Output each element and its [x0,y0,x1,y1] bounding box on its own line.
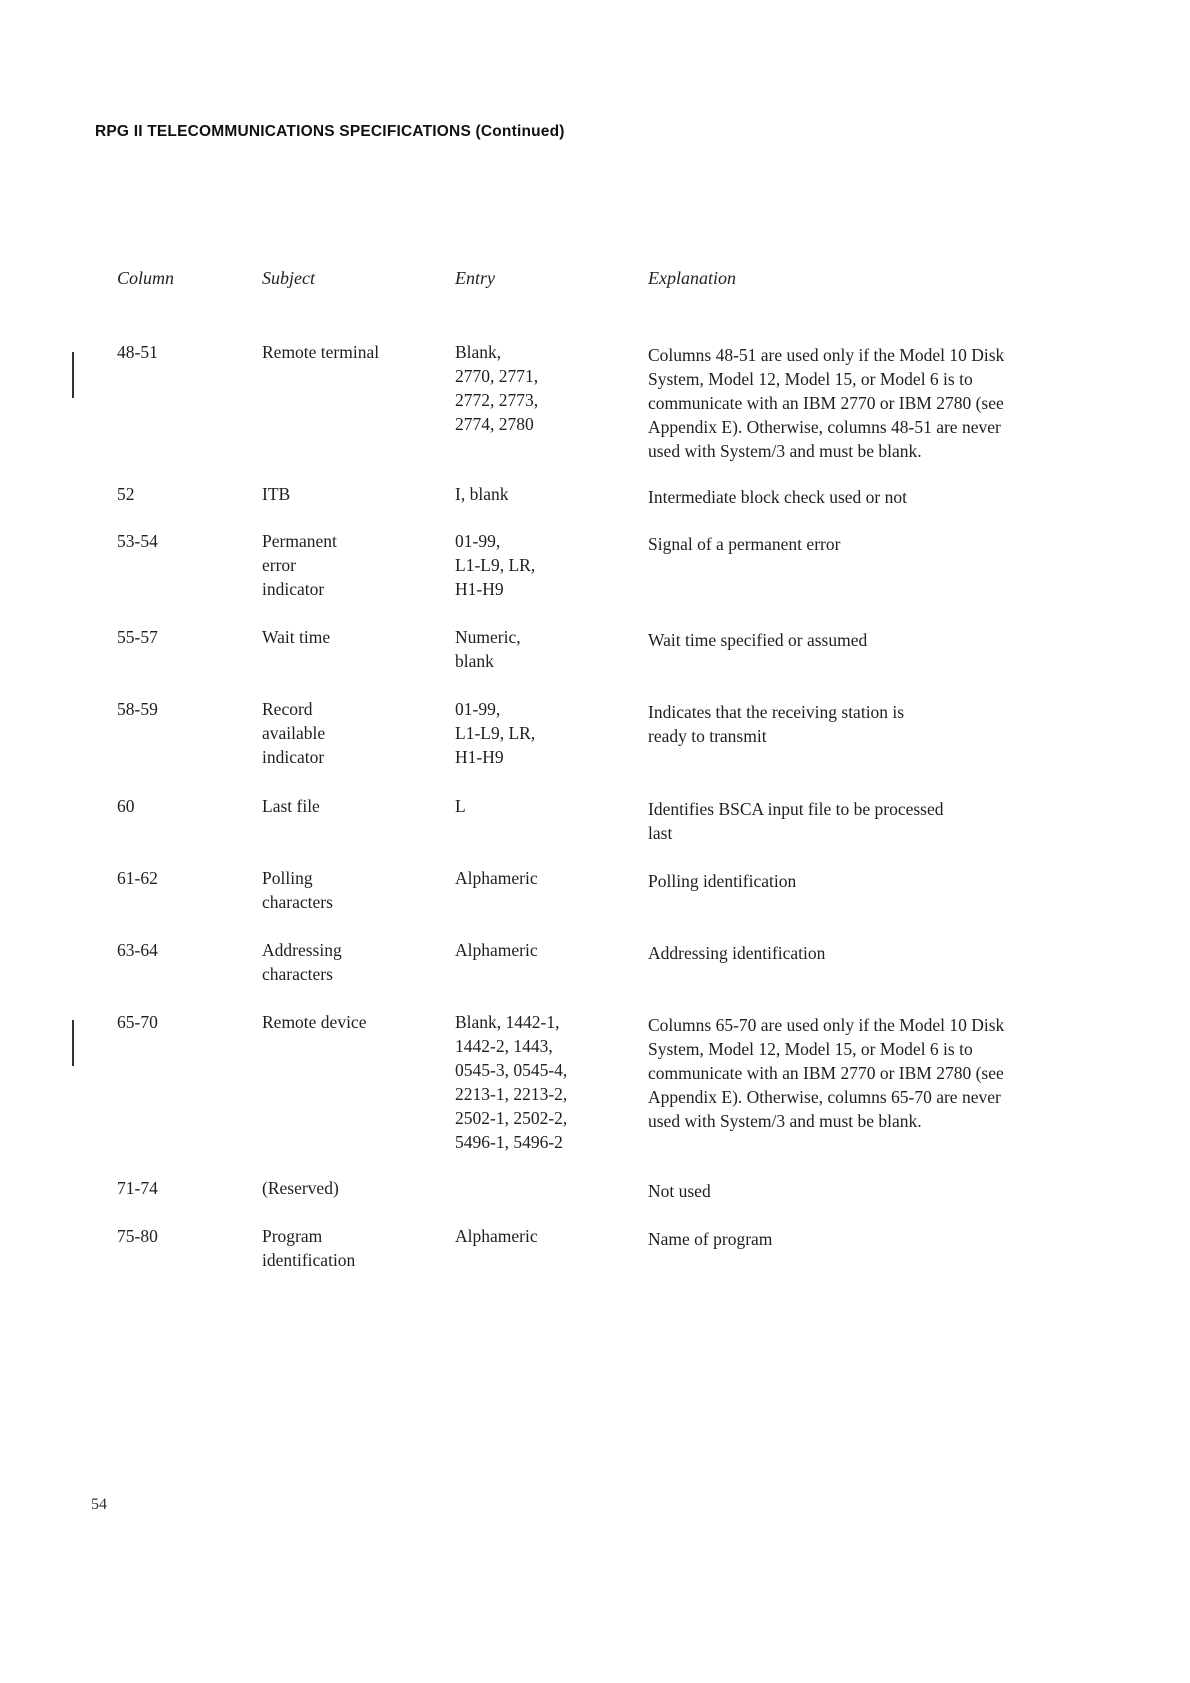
change-bar [72,352,74,398]
cell-entry: Alphameric [455,1226,538,1246]
cell-subject: ITB [262,484,291,504]
column-header-explanation: Explanation [648,268,736,288]
column-header-subject: Subject [262,268,315,288]
column-header-entry: Entry [455,268,495,288]
cell-entry: Alphameric [455,868,538,888]
cell-subject: Remote terminal [262,342,380,362]
cell-column: 71-74 [117,1178,158,1198]
cell-entry: I, blank [455,484,509,504]
cell-entry: 01-99, L1-L9, LR, H1-H9 [455,699,536,767]
cell-explanation: Not used [648,1181,711,1201]
cell-entry: 01-99, L1-L9, LR, H1-H9 [455,531,536,599]
cell-subject: Polling characters [262,868,333,912]
page-number: 54 [91,1496,107,1513]
cell-column: 48-51 [117,342,158,362]
cell-explanation: Addressing identification [648,943,826,963]
cell-column: 61-62 [117,868,158,888]
cell-entry: Blank, 2770, 2771, 2772, 2773, 2774, 2780 [455,342,539,434]
cell-explanation: Name of program [648,1229,773,1249]
cell-explanation: Polling identification [648,871,797,891]
cell-subject: Permanent error indicator [262,531,337,599]
cell-subject: (Reserved) [262,1178,339,1198]
cell-column: 55-57 [117,627,158,647]
cell-subject: Program identification [262,1226,356,1270]
column-header-column: Column [117,268,175,288]
cell-column: 63-64 [117,940,158,960]
cell-subject: Wait time [262,627,331,647]
cell-column: 52 [117,484,135,504]
cell-explanation: Wait time specified or assumed [648,630,868,650]
cell-column: 58-59 [117,699,158,719]
cell-subject: Remote device [262,1012,367,1032]
change-bar [72,1020,74,1066]
page-heading: RPG II TELECOMMUNICATIONS SPECIFICATIONS (Continued) [95,123,565,140]
cell-entry: Numeric, blank [455,627,521,671]
cell-column: 60 [117,796,135,816]
cell-explanation: Intermediate block check used or not [648,487,907,507]
cell-explanation: Indicates that the receiving station is ready to transmit [648,702,905,746]
cell-subject: Last file [262,796,320,816]
cell-entry: L [455,796,466,816]
cell-entry: Blank, 1442-1, 1442-2, 1443, 0545-3, 0545-4, 2213-1, 2213-2, 2502-1, 2502-2, 5496-1, 5496-2 [455,1012,568,1152]
cell-column: 65-70 [117,1012,158,1032]
cell-subject: Addressing characters [262,940,342,984]
cell-explanation: Signal of a permanent error [648,534,841,554]
cell-subject: Record available indicator [262,699,326,767]
cell-explanation: Columns 48-51 are used only if the Model 10 Disk System, Model 12, Model 15, or Model 6 is to communicate with an IBM 2770 or IBM 2780 (see Appendix E). Otherwise, columns 48-51 are never used with System/3 and must be blank. [648,345,1005,461]
cell-entry: Alphameric [455,940,538,960]
cell-explanation: Columns 65-70 are used only if the Model 10 Disk System, Model 12, Model 15, or Model 6 is to communicate with an IBM 2770 or IBM 2780 (see Appendix E). Otherwise, columns 65-70 are never used with System/3 and must be blank. [648,1015,1005,1131]
cell-explanation: Identifies BSCA input file to be processed last [648,799,944,843]
cell-column: 75-80 [117,1226,158,1246]
cell-column: 53-54 [117,531,158,551]
